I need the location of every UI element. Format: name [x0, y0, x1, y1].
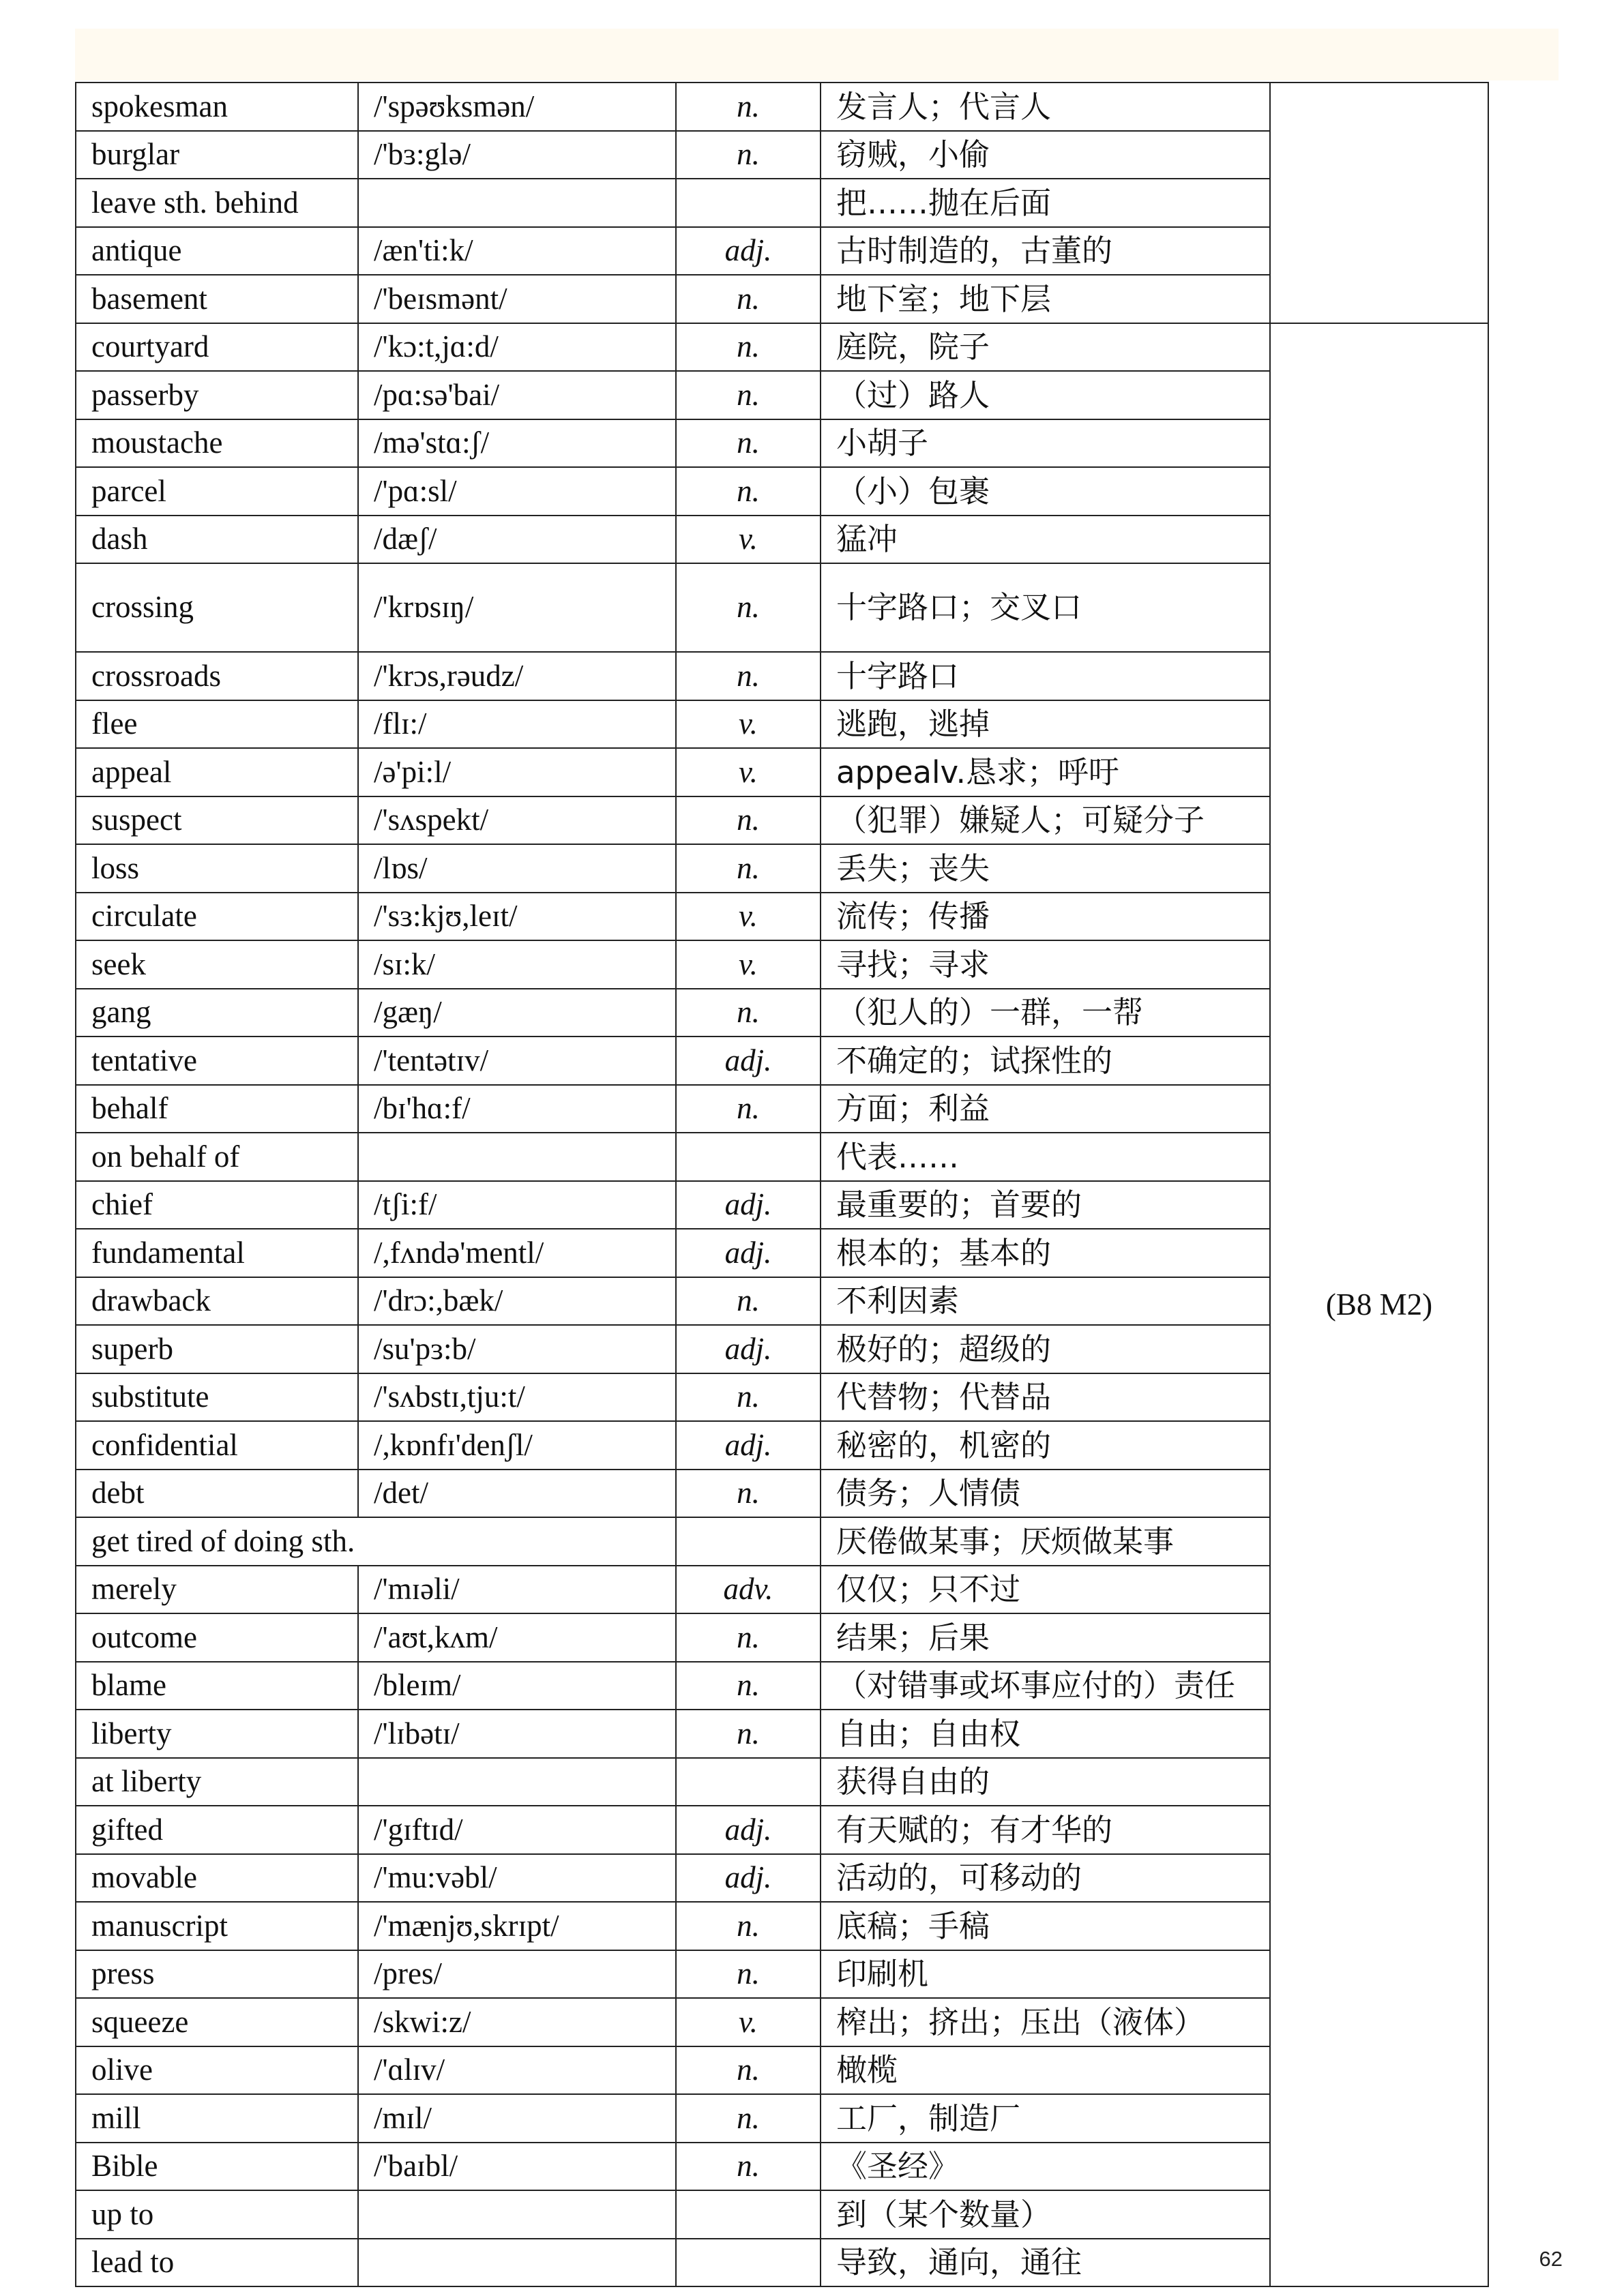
meaning-cell: 工厂，制造厂: [821, 2094, 1270, 2143]
ipa-cell: /'sʌspekt/: [358, 796, 676, 845]
meaning-cell: 厌倦做某事；厌烦做某事: [821, 1517, 1270, 1566]
word-cell: liberty: [76, 1710, 358, 1758]
group-cell-blank: [1270, 83, 1488, 323]
pos-cell: adj.: [676, 227, 821, 275]
meaning-cell: appealv.恳求；呼吁: [821, 748, 1270, 796]
page-number: 62: [1539, 2247, 1563, 2271]
meaning-cell: 逃跑，逃掉: [821, 700, 1270, 749]
pos-cell: n.: [676, 371, 821, 419]
pos-cell: adj.: [676, 1421, 821, 1470]
ipa-cell: /mɪl/: [358, 2094, 676, 2143]
pos-cell: n.: [676, 275, 821, 323]
ipa-cell: /flɪ:/: [358, 700, 676, 749]
meaning-cell: 不利因素: [821, 1277, 1270, 1326]
meaning-cell: 底稿；手稿: [821, 1902, 1270, 1950]
meaning-cell: 《圣经》: [821, 2143, 1270, 2191]
meaning-cell: 代替物；代替品: [821, 1373, 1270, 1422]
ipa-cell: /mə'stɑ:ʃ/: [358, 419, 676, 468]
word-cell: confidential: [76, 1421, 358, 1470]
word-cell: outcome: [76, 1613, 358, 1662]
ipa-cell: /'mɪəli/: [358, 1566, 676, 1614]
word-cell: tentative: [76, 1037, 358, 1085]
ipa-cell: /'mu:vəbl/: [358, 1854, 676, 1903]
word-cell: crossroads: [76, 652, 358, 700]
meaning-cell: 十字路口；交叉口: [821, 563, 1270, 652]
meaning-cell: 古时制造的，古董的: [821, 227, 1270, 275]
meaning-cell: 根本的；基本的: [821, 1229, 1270, 1277]
pos-cell: [676, 1517, 821, 1566]
table-row: [76, 323, 1488, 372]
meaning-cell: 导致，通向，通往: [821, 2239, 1270, 2287]
meaning-cell: 不确定的；试探性的: [821, 1037, 1270, 1085]
meaning-cell: 地下室；地下层: [821, 275, 1270, 323]
word-cell: burglar: [76, 131, 358, 179]
meaning-cell: （犯罪）嫌疑人；可疑分子: [821, 796, 1270, 845]
meaning-cell: 方面；利益: [821, 1085, 1270, 1133]
word-cell: drawback: [76, 1277, 358, 1326]
word-cell: substitute: [76, 1373, 358, 1422]
word-cell: spokesman: [76, 83, 358, 131]
ipa-cell: /'ɑlɪv/: [358, 2046, 676, 2095]
ipa-cell: /'spəʊksmən/: [358, 83, 676, 131]
ipa-cell: [358, 179, 676, 227]
word-cell: dash: [76, 516, 358, 564]
pos-cell: n.: [676, 563, 821, 652]
pos-cell: n.: [676, 419, 821, 468]
meaning-cell: 自由；自由权: [821, 1710, 1270, 1758]
ipa-cell: /'mænjʊ,skrɪpt/: [358, 1902, 676, 1950]
pos-cell: [676, 1133, 821, 1181]
ipa-cell: /'baɪbl/: [358, 2143, 676, 2191]
ipa-cell: /dæʃ/: [358, 516, 676, 564]
pos-cell: adj.: [676, 1854, 821, 1903]
pos-cell: n.: [676, 1613, 821, 1662]
meaning-cell: 十字路口: [821, 652, 1270, 700]
pos-cell: [676, 179, 821, 227]
meaning-cell: 把……抛在后面: [821, 179, 1270, 227]
ipa-cell: /,fʌndə'mentl/: [358, 1229, 676, 1277]
word-cell: passerby: [76, 371, 358, 419]
vocabulary-table-body: [76, 83, 1488, 2286]
ipa-cell: /'kɔ:t,jɑ:d/: [358, 323, 676, 372]
ipa-cell: /'gɪftɪd/: [358, 1806, 676, 1854]
word-cell: manuscript: [76, 1902, 358, 1950]
word-cell: mill: [76, 2094, 358, 2143]
meaning-cell: 债务；人情债: [821, 1470, 1270, 1518]
word-cell: crossing: [76, 563, 358, 652]
meaning-cell: 发言人；代言人: [821, 83, 1270, 131]
word-cell: circulate: [76, 893, 358, 941]
ipa-cell: /'aʊt,kʌm/: [358, 1613, 676, 1662]
pos-cell: adj.: [676, 1037, 821, 1085]
word-cell: lead to: [76, 2239, 358, 2287]
meaning-cell: 流传；传播: [821, 893, 1270, 941]
pos-cell: n.: [676, 2143, 821, 2191]
ipa-cell: /su'pɜ:b/: [358, 1325, 676, 1373]
pos-cell: n.: [676, 2046, 821, 2095]
ipa-cell: /lɒs/: [358, 844, 676, 893]
word-cell: leave sth. behind: [76, 179, 358, 227]
pos-cell: v.: [676, 700, 821, 749]
word-cell: basement: [76, 275, 358, 323]
meaning-cell: 秘密的，机密的: [821, 1421, 1270, 1470]
pos-cell: n.: [676, 83, 821, 131]
pos-cell: v.: [676, 893, 821, 941]
ipa-cell: /'sɜ:kjʊ,leɪt/: [358, 893, 676, 941]
word-cell: flee: [76, 700, 358, 749]
word-cell: merely: [76, 1566, 358, 1614]
meaning-cell: 极好的；超级的: [821, 1325, 1270, 1373]
word-cell: gifted: [76, 1806, 358, 1854]
pos-cell: n.: [676, 1373, 821, 1422]
ipa-cell: /'sʌbstɪ,tju:t/: [358, 1373, 676, 1422]
ipa-cell: /pɑ:sə'bai/: [358, 371, 676, 419]
ipa-cell: [358, 1758, 676, 1806]
pos-cell: v.: [676, 516, 821, 564]
meaning-cell: 仅仅；只不过: [821, 1566, 1270, 1614]
pos-cell: n.: [676, 652, 821, 700]
meaning-cell: 活动的，可移动的: [821, 1854, 1270, 1903]
pos-cell: adj.: [676, 1806, 821, 1854]
ipa-cell: /tʃi:f/: [358, 1181, 676, 1229]
word-cell: suspect: [76, 796, 358, 845]
table-row: [76, 83, 1488, 131]
ipa-cell: /det/: [358, 1470, 676, 1518]
pos-cell: adj.: [676, 1181, 821, 1229]
pos-cell: n.: [676, 323, 821, 372]
ipa-cell: /gæŋ/: [358, 989, 676, 1037]
word-cell: up to: [76, 2190, 358, 2239]
meaning-cell: 最重要的；首要的: [821, 1181, 1270, 1229]
word-cell: debt: [76, 1470, 358, 1518]
meaning-cell: 寻找；寻求: [821, 940, 1270, 989]
meaning-cell: 丢失；丧失: [821, 844, 1270, 893]
ipa-cell: /'bɜ:glə/: [358, 131, 676, 179]
ipa-cell: /'krɒsɪŋ/: [358, 563, 676, 652]
ipa-cell: [358, 2239, 676, 2287]
meaning-cell: 到（某个数量）: [821, 2190, 1270, 2239]
ipa-cell: /ə'pi:l/: [358, 748, 676, 796]
meaning-cell: 代表……: [821, 1133, 1270, 1181]
pos-cell: n.: [676, 1902, 821, 1950]
pos-cell: adv.: [676, 1566, 821, 1614]
meaning-cell: 窃贼，小偷: [821, 131, 1270, 179]
word-cell: superb: [76, 1325, 358, 1373]
vocabulary-table: [75, 82, 1489, 2287]
meaning-cell: 榨出；挤出；压出（液体）: [821, 1998, 1270, 2046]
word-cell: movable: [76, 1854, 358, 1903]
word-cell: parcel: [76, 467, 358, 516]
pos-cell: n.: [676, 1950, 821, 1999]
meaning-cell: （对错事或坏事应付的）责任: [821, 1662, 1270, 1710]
ipa-cell: /pres/: [358, 1950, 676, 1999]
pos-cell: v.: [676, 748, 821, 796]
word-cell: squeeze: [76, 1998, 358, 2046]
ipa-cell: [358, 1133, 676, 1181]
word-cell: olive: [76, 2046, 358, 2095]
word-cell: chief: [76, 1181, 358, 1229]
meaning-cell: 小胡子: [821, 419, 1270, 468]
pos-cell: n.: [676, 131, 821, 179]
pos-cell: n.: [676, 844, 821, 893]
word-cell: Bible: [76, 2143, 358, 2191]
meaning-cell: （小）包裹: [821, 467, 1270, 516]
group-label-cell: (B8 M2): [1270, 323, 1488, 2287]
meaning-cell: （犯人的）一群，一帮: [821, 989, 1270, 1037]
word-cell: on behalf of: [76, 1133, 358, 1181]
ipa-cell: /bɪ'hɑ:f/: [358, 1085, 676, 1133]
ipa-cell: /'beɪsmənt/: [358, 275, 676, 323]
word-cell: blame: [76, 1662, 358, 1710]
pos-cell: [676, 1758, 821, 1806]
ipa-cell: /'lɪbətɪ/: [358, 1710, 676, 1758]
ipa-cell: /skwi:z/: [358, 1998, 676, 2046]
word-cell: fundamental: [76, 1229, 358, 1277]
word-cell: seek: [76, 940, 358, 989]
meaning-cell: 橄榄: [821, 2046, 1270, 2095]
pos-cell: n.: [676, 1662, 821, 1710]
meaning-cell: （过）路人: [821, 371, 1270, 419]
word-cell: moustache: [76, 419, 358, 468]
ipa-cell: /bleɪm/: [358, 1662, 676, 1710]
ipa-cell: /sɪ:k/: [358, 940, 676, 989]
pos-cell: n.: [676, 2094, 821, 2143]
word-cell: appeal: [76, 748, 358, 796]
pos-cell: v.: [676, 1998, 821, 2046]
meaning-cell: 猛冲: [821, 516, 1270, 564]
pos-cell: n.: [676, 1085, 821, 1133]
pos-cell: n.: [676, 796, 821, 845]
word-cell: antique: [76, 227, 358, 275]
pos-cell: n.: [676, 1470, 821, 1518]
ipa-cell: /æn'ti:k/: [358, 227, 676, 275]
header-band: [75, 29, 1559, 80]
ipa-cell: /'pɑ:sl/: [358, 467, 676, 516]
meaning-cell: 庭院，院子: [821, 323, 1270, 372]
pos-cell: [676, 2239, 821, 2287]
meaning-cell: 结果；后果: [821, 1613, 1270, 1662]
pos-cell: n.: [676, 467, 821, 516]
ipa-cell: /'krɔs,rəudz/: [358, 652, 676, 700]
word-cell: press: [76, 1950, 358, 1999]
ipa-cell: /'drɔ:,bæk/: [358, 1277, 676, 1326]
meaning-cell: 获得自由的: [821, 1758, 1270, 1806]
pos-cell: adj.: [676, 1229, 821, 1277]
pos-cell: n.: [676, 1710, 821, 1758]
word-cell: gang: [76, 989, 358, 1037]
meaning-cell: 印刷机: [821, 1950, 1270, 1999]
pos-cell: adj.: [676, 1325, 821, 1373]
word-cell: at liberty: [76, 1758, 358, 1806]
ipa-cell: /,kɒnfɪ'denʃl/: [358, 1421, 676, 1470]
pos-cell: n.: [676, 1277, 821, 1326]
ipa-cell: /'tentətɪv/: [358, 1037, 676, 1085]
word-cell: courtyard: [76, 323, 358, 372]
pos-cell: [676, 2190, 821, 2239]
pos-cell: n.: [676, 989, 821, 1037]
word-cell: get tired of doing sth.: [76, 1517, 676, 1566]
word-cell: loss: [76, 844, 358, 893]
meaning-cell: 有天赋的；有才华的: [821, 1806, 1270, 1854]
word-cell: behalf: [76, 1085, 358, 1133]
ipa-cell: [358, 2190, 676, 2239]
pos-cell: v.: [676, 940, 821, 989]
